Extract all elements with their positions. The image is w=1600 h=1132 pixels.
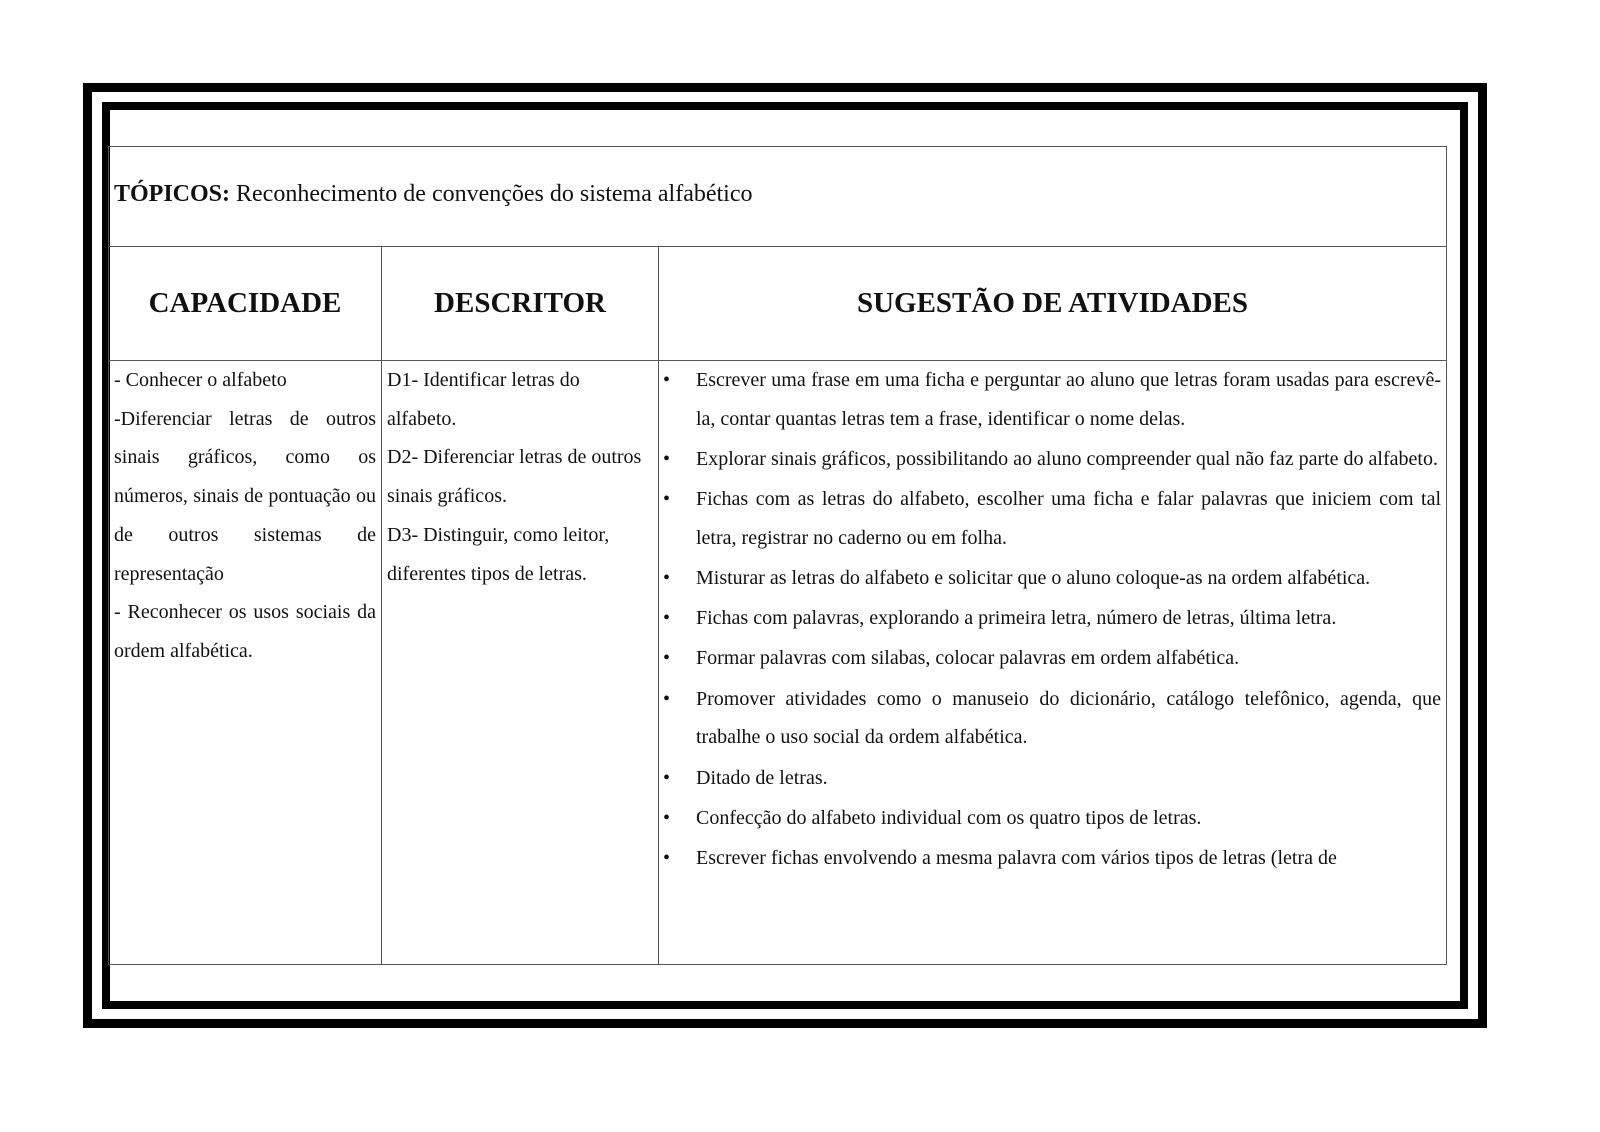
descritor-item: D1- Identificar letras do alfabeto. [387,369,580,430]
descritor-item: D3- Distinguir, como leitor, diferentes tipos de letras. [387,523,610,585]
atividade-item [660,599,1441,638]
bullet-icon: • [663,567,671,590]
column-divider [381,246,382,964]
atividades-list [660,361,1441,878]
bullet-icon: • [663,607,671,630]
bullet-icon: • [663,846,671,869]
topic-heading [114,181,752,208]
atividade-item [660,680,1441,757]
atividade-item [660,480,1441,557]
column-divider [658,246,659,964]
atividade-text: Formar palavras com silabas, colocar palavras em ordem alfabética. [696,647,1240,670]
header-row [109,246,1446,361]
atividade-text: Fichas com palavras, explorando a primeira letra, número de letras, última letra. [696,607,1337,630]
topic-text: Reconhecimento de convenções do sistema alfabético [236,181,753,207]
capacidade-item: - Reconhecer os usos sociais da ordem alfabética. [114,601,376,662]
capacidade-item: - Conhecer o alfabeto [114,369,287,391]
capacidade-item: -Diferenciar letras de outros sinais gráficos, como os números, sinais de pontuação ou de outros sistemas de representação [114,407,376,585]
capacidade-cell [114,361,376,964]
header-descritor: DESCRITOR [434,286,606,319]
descritor-item: D2- Diferenciar letras de outros sinais gráficos. [387,446,642,508]
atividade-text: Promover atividades como o manuseio do dicionário, catálogo telefônico, agenda, que trabalhe o uso social da ordem alfabética. [696,687,1441,749]
atividade-item [660,839,1441,878]
atividade-item [660,759,1441,798]
bullet-icon: • [663,687,671,710]
bullet-icon: • [663,447,671,470]
atividade-item [660,440,1441,479]
atividade-text: Escrever uma frase em uma ficha e perguntar ao aluno que letras foram usadas para escrevê-la, contar quantas letras tem a frase, identificar o nome delas. [696,369,1441,430]
header-capacidade: CAPACIDADE [148,286,342,319]
atividade-text: Fichas com as letras do alfabeto, escolher uma ficha e falar palavras que iniciem com tal letra, registrar no caderno ou em folha. [696,488,1441,549]
bullet-icon: • [663,369,671,391]
descritor-cell [387,361,652,964]
bullet-icon: • [663,647,671,670]
header-sugestao: SUGESTÃO DE ATIVIDADES [856,286,1249,319]
atividade-item [660,639,1441,678]
topic-row [109,147,1446,247]
topic-label: TÓPICOS: [114,181,231,207]
atividade-text: Confecção do alfabeto individual com os quatro tipos de letras. [696,806,1202,829]
atividade-item [660,799,1441,838]
activities-table [108,146,1447,965]
atividades-cell [660,361,1441,964]
atividade-item [660,559,1441,598]
bullet-icon: • [663,488,671,511]
atividade-text: Escrever fichas envolvendo a mesma palavra com vários tipos de letras (letra de [696,846,1337,869]
atividade-item [660,361,1441,438]
atividade-text: Ditado de letras. [696,766,828,789]
bullet-icon: • [663,766,671,789]
atividade-text: Explorar sinais gráficos, possibilitando ao aluno compreender qual não faz parte do alfabeto. [696,447,1438,470]
atividade-text: Misturar as letras do alfabeto e solicitar que o aluno coloque-as na ordem alfabética. [696,567,1371,590]
bullet-icon: • [663,806,671,829]
